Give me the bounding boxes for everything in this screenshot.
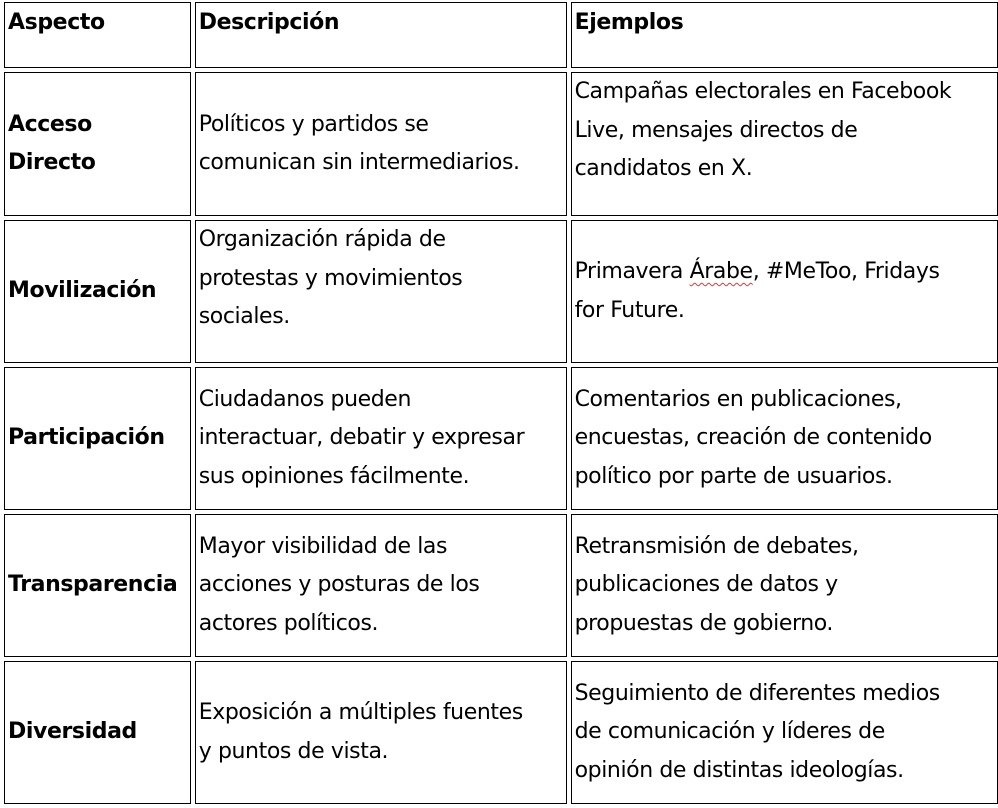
header-description: Descripción [195, 2, 567, 68]
aspect-cell: Transparencia [4, 514, 191, 657]
examples-cell: Campañas electorales en Facebook Live, mensajes directos de candidatos en X. [571, 72, 998, 216]
table-row [4, 220, 998, 363]
aspect-cell: Participación [4, 367, 191, 510]
examples-cell: Retransmisión de debates, publicaciones de datos y propuestas de gobierno. [571, 514, 998, 657]
table-row [4, 367, 998, 510]
table-row [4, 72, 998, 216]
aspect-cell: Diversidad [4, 661, 191, 804]
description-cell: Ciudadanos pueden interactuar, debatir y expresar sus opiniones fácilmente. [195, 367, 567, 510]
examples-cell: Comentarios en publicaciones, encuestas, creación de contenido político por parte de usuarios. [571, 367, 998, 510]
examples-cell: Primavera Árabe, #MeToo, Fridays for Future. [571, 220, 998, 363]
description-cell: Políticos y partidos se comunican sin intermediarios. [195, 72, 567, 216]
header-aspect: Aspecto [4, 2, 191, 68]
aspect-cell: Acceso Directo [4, 72, 191, 216]
aspect-cell: Movilización [4, 220, 191, 363]
description-cell: Exposición a múltiples fuentes y puntos de vista. [195, 661, 567, 804]
examples-cell: Seguimiento de diferentes medios de comunicación y líderes de opinión de distintas ideologías. [571, 661, 998, 804]
table-row [4, 661, 998, 804]
header-row [4, 2, 998, 68]
description-cell: Mayor visibilidad de las acciones y posturas de los actores políticos. [195, 514, 567, 657]
table-row [4, 514, 998, 657]
description-cell: Organización rápida de protestas y movimientos sociales. [195, 220, 567, 363]
header-examples: Ejemplos [571, 2, 998, 68]
spellcheck-flagged-word: Árabe [689, 259, 753, 284]
